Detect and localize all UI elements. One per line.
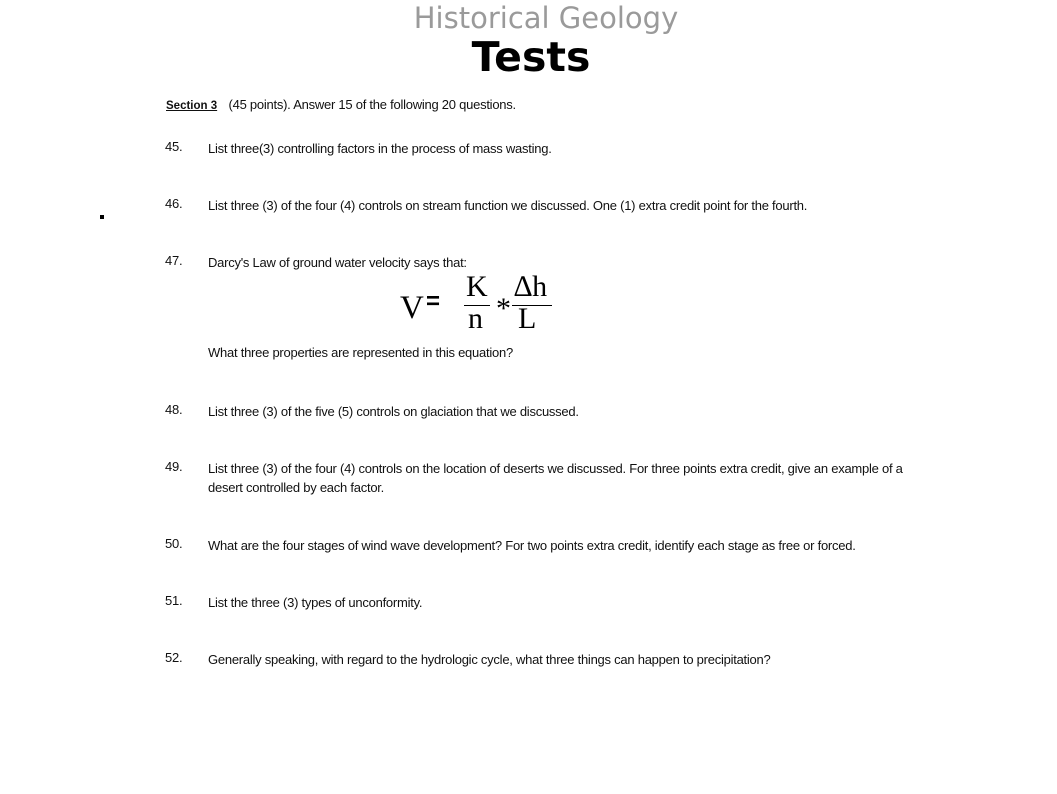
question-text: What are the four stages of wind wave development? For two points extra credit, identify each stage as free or forced. bbox=[208, 538, 856, 553]
equation-porosity: n bbox=[468, 302, 483, 335]
darcys-law-equation bbox=[396, 268, 586, 338]
question-number: 49. bbox=[165, 459, 183, 474]
question-number: 51. bbox=[165, 593, 183, 608]
question-number: 45. bbox=[165, 139, 183, 154]
equation-conductivity: K bbox=[466, 270, 488, 303]
equation-multiply: * bbox=[496, 292, 511, 325]
equation-velocity: V bbox=[400, 290, 424, 326]
question-number: 52. bbox=[165, 650, 183, 665]
question-text: List the three (3) types of unconformity. bbox=[208, 595, 423, 610]
question-text: Darcy's Law of ground water velocity says that: bbox=[208, 255, 467, 270]
site-title: Historical Geology bbox=[413, 1, 679, 35]
question-text: Generally speaking, with regard to the hydrologic cycle, what three things can happen to precipitation? bbox=[208, 652, 771, 667]
question-47-followup: What three properties are represented in this equation? bbox=[208, 345, 513, 360]
section-description: (45 points). Answer 15 of the following 20 questions. bbox=[228, 97, 516, 112]
section-header bbox=[166, 97, 516, 112]
question-text: List three(3) controlling factors in the process of mass wasting. bbox=[208, 141, 552, 156]
equation-head-change: ∆h bbox=[514, 270, 547, 303]
section-label: Section 3 bbox=[166, 100, 218, 112]
question-text: List three (3) of the four (4) controls on stream function we discussed. One (1) extra credit point for the fourth. bbox=[208, 198, 808, 213]
question-text: List three (3) of the four (4) controls on the location of deserts we discussed. For three points extra credit, give an example of a desert controlled by each factor. bbox=[208, 461, 903, 495]
question-text: List three (3) of the five (5) controls on glaciation that we discussed. bbox=[208, 404, 579, 419]
page-title: Tests bbox=[471, 33, 591, 81]
question-number: 50. bbox=[165, 536, 183, 551]
question-number: 48. bbox=[165, 402, 183, 417]
question-number: 46. bbox=[165, 196, 183, 211]
question-number: 47. bbox=[165, 253, 183, 268]
equation-equals: = bbox=[426, 288, 440, 315]
equation-length: L bbox=[518, 302, 537, 335]
